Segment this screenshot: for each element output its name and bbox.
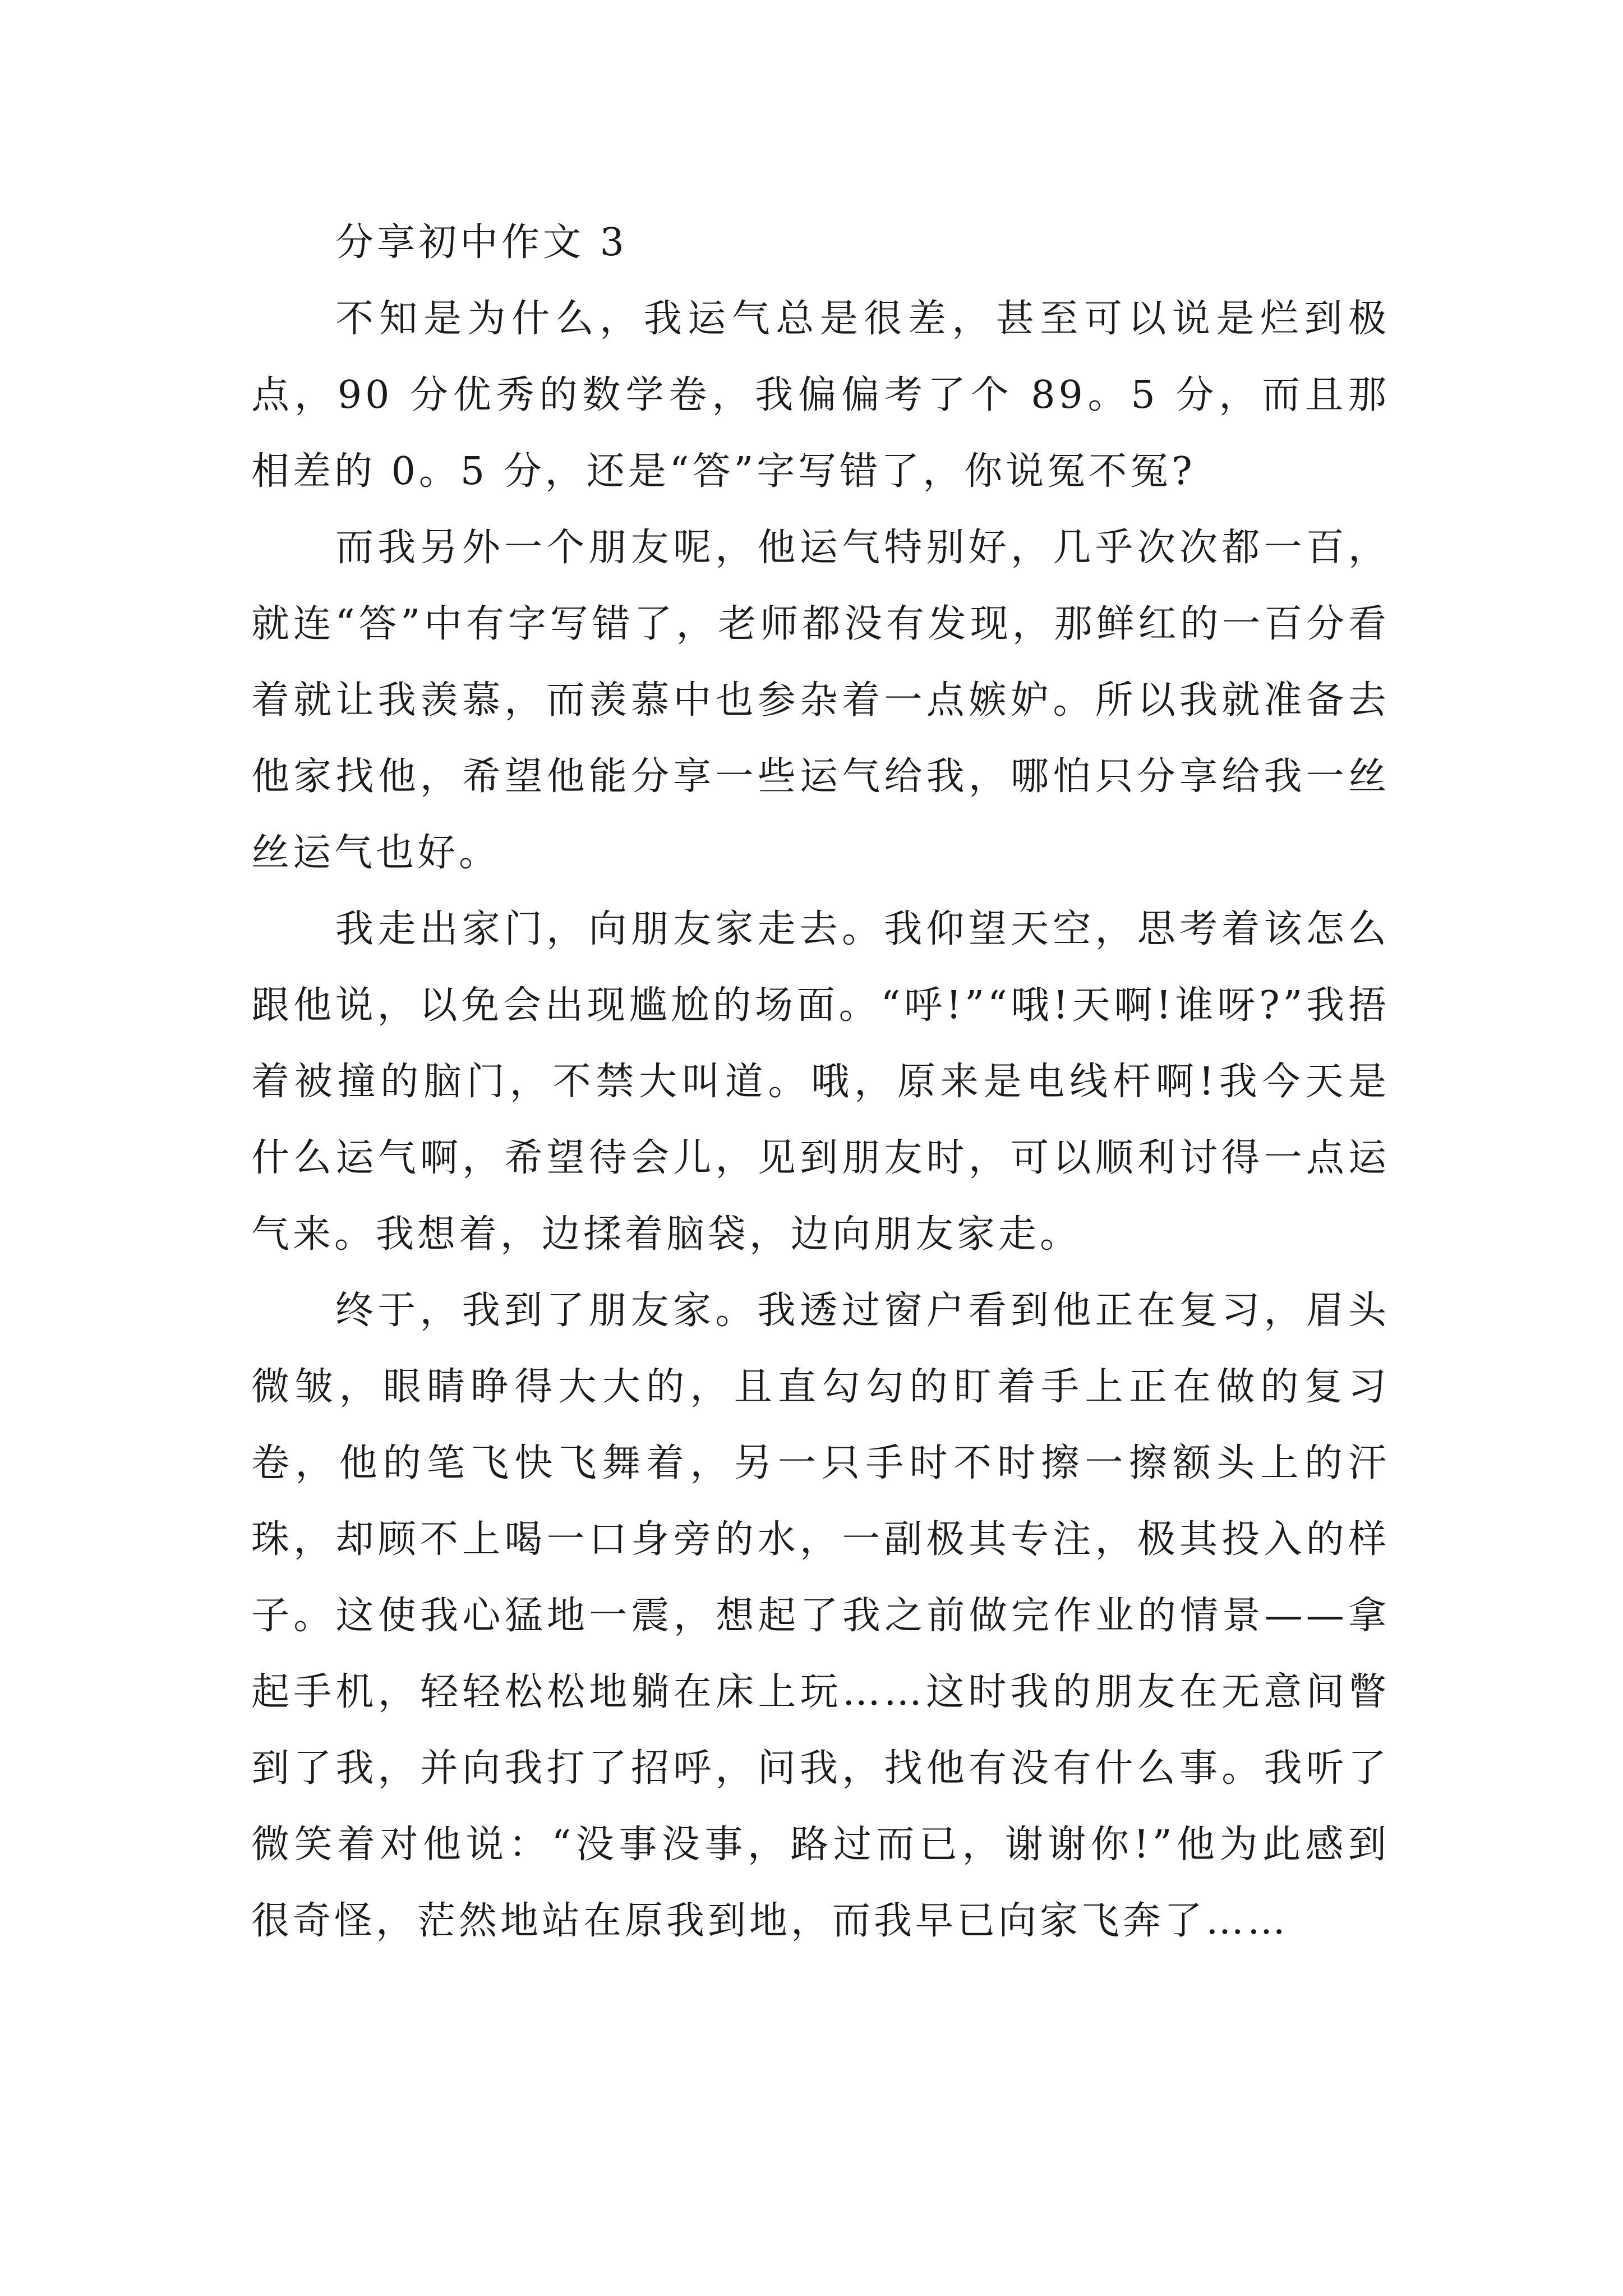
paragraph-1: 不知是为什么，我运气总是很差，甚至可以说是烂到极点，90 分优秀的数学卷，我偏偏考了个 89。5 分，而且那相差的 0。5 分，还是“答”字写错了，你说冤不冤?	[251, 297, 1390, 494]
paragraph-2: 而我另外一个朋友呢，他运气特别好，几乎次次都一百，就连“答”中有字写错了，老师都没有发现，那鲜红的一百分看着就让我羡慕，而羡慕中也参杂着一点嫉妒。所以我就准备去他家找他，希望他能分享一些运气给我，哪怕只分享给我一丝丝运气也好。	[251, 526, 1390, 875]
paragraph-3: 我走出家门，向朋友家走去。我仰望天空，思考着该怎么跟他说，以免会出现尴尬的场面。“呼!”“哦!天啊!谁呀?”我捂着被撞的脑门，不禁大叫道。哦，原来是电线杆啊!我今天是什么运气啊，希望待会儿，见到朋友时，可以顺利讨得一点运气来。我想着，边揉着脑袋，边向朋友家走。	[251, 907, 1390, 1257]
paragraph-4: 终于，我到了朋友家。我透过窗户看到他正在复习，眉头微皱，眼睛睁得大大的，且直勾勾的盯着手上正在做的复习卷，他的笔飞快飞舞着，另一只手时不时擦一擦额头上的汗珠，却顾不上喝一口身旁的水，一副极其专注，极其投入的样子。这使我心猛地一震，想起了我之前做完作业的情景——拿起手机，轻轻松松地躺在床上玩……这时我的朋友在无意间瞥到了我，并向我打了招呼，问我，找他有没有什么事。我听了微笑着对他说：“没事没事，路过而已，谢谢你!”他为此感到很奇怪，茫然地站在原我到地，而我早已向家飞奔了……	[251, 1289, 1390, 1943]
essay-body	[251, 205, 1390, 1959]
essay-title: 分享初中作文 3	[335, 220, 628, 265]
